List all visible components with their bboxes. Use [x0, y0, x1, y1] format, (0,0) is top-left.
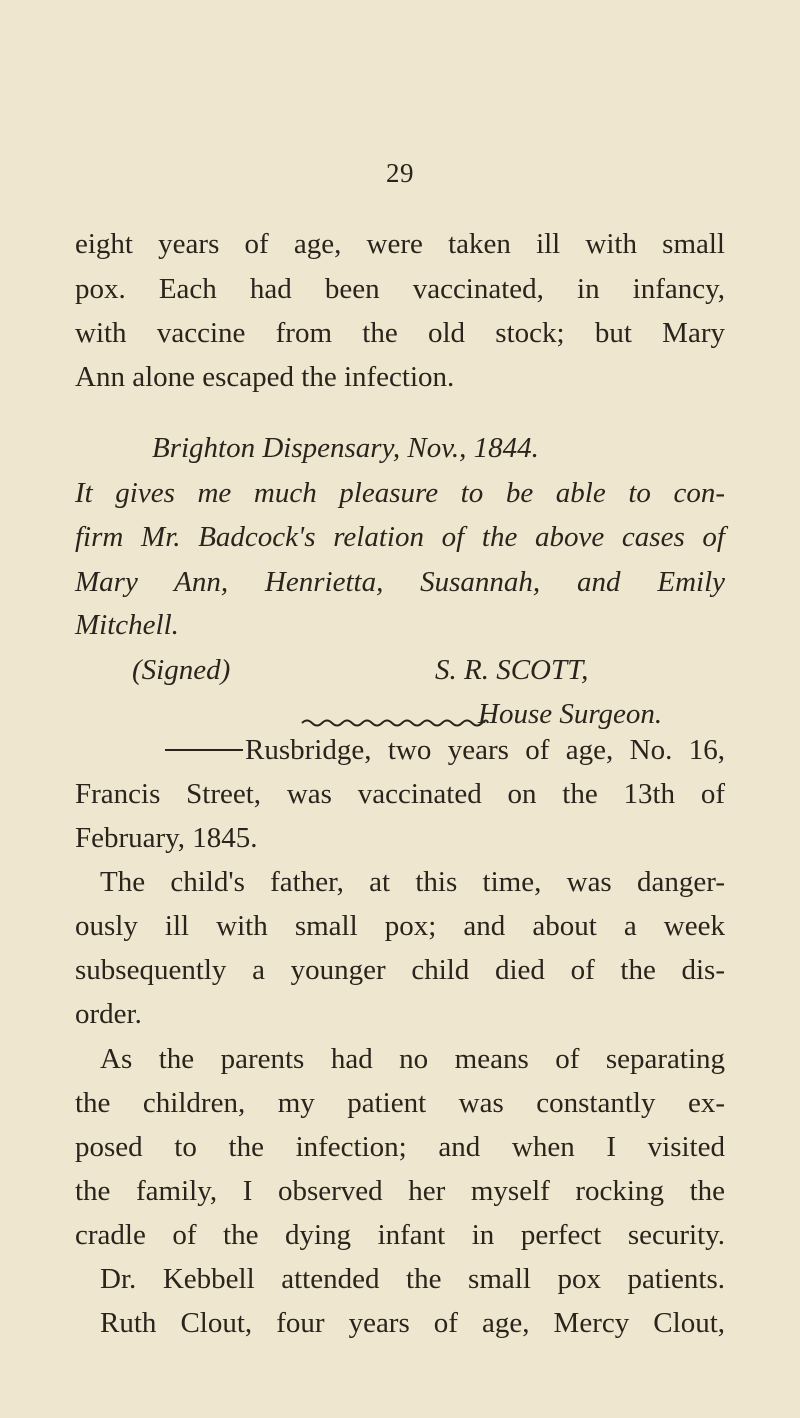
- text-line: with vaccine from the old stock; but Mary: [75, 317, 725, 350]
- confirmation-line: Mitchell.: [75, 608, 179, 641]
- signatory-name: S. R. SCOTT,: [435, 653, 589, 686]
- signed-label: (Signed): [132, 653, 231, 686]
- text-line: ously ill with small pox; and about a week: [75, 910, 725, 943]
- text-line: Francis Street, was vaccinated on the 13th of: [75, 777, 725, 810]
- text-line: Ann alone escaped the infection.: [75, 361, 455, 394]
- text-line: Rusbridge, two years of age, No. 16,: [245, 733, 725, 766]
- confirmation-line: It gives me much pleasure to be able to con-: [75, 477, 725, 510]
- signatory-title: House Surgeon.: [478, 697, 663, 730]
- text-line: subsequently a younger child died of the dis-: [75, 954, 725, 987]
- text-line: pox. Each had been vaccinated, in infancy,: [75, 273, 725, 305]
- text-line: the children, my patient was constantly ex-: [75, 1086, 725, 1119]
- text-line: As the parents had no means of separating: [100, 1042, 725, 1075]
- text-line: eight years of age, were taken ill with small: [75, 228, 725, 260]
- text-line: Dr. Kebbell attended the small pox patients.: [100, 1263, 725, 1295]
- text-line: order.: [75, 998, 142, 1031]
- text-line: posed to the infection; and when I visited: [75, 1130, 725, 1163]
- wavy-divider: [300, 716, 490, 730]
- text-line: The child's father, at this time, was danger-: [100, 866, 725, 899]
- text-line: February, 1845.: [75, 822, 258, 854]
- name-omission-dash: [165, 749, 243, 751]
- page-number: 29: [386, 158, 414, 188]
- confirmation-line: Mary Ann, Henrietta, Susannah, and Emily: [75, 565, 725, 598]
- dispensary-heading: Brighton Dispensary, Nov., 1844.: [152, 432, 539, 465]
- confirmation-line: firm Mr. Badcock's relation of the above cases of: [75, 521, 725, 554]
- text-line: cradle of the dying infant in perfect security.: [75, 1218, 725, 1251]
- text-line: the family, I observed her myself rocking the: [75, 1174, 725, 1207]
- text-line: Ruth Clout, four years of age, Mercy Clout,: [100, 1307, 725, 1340]
